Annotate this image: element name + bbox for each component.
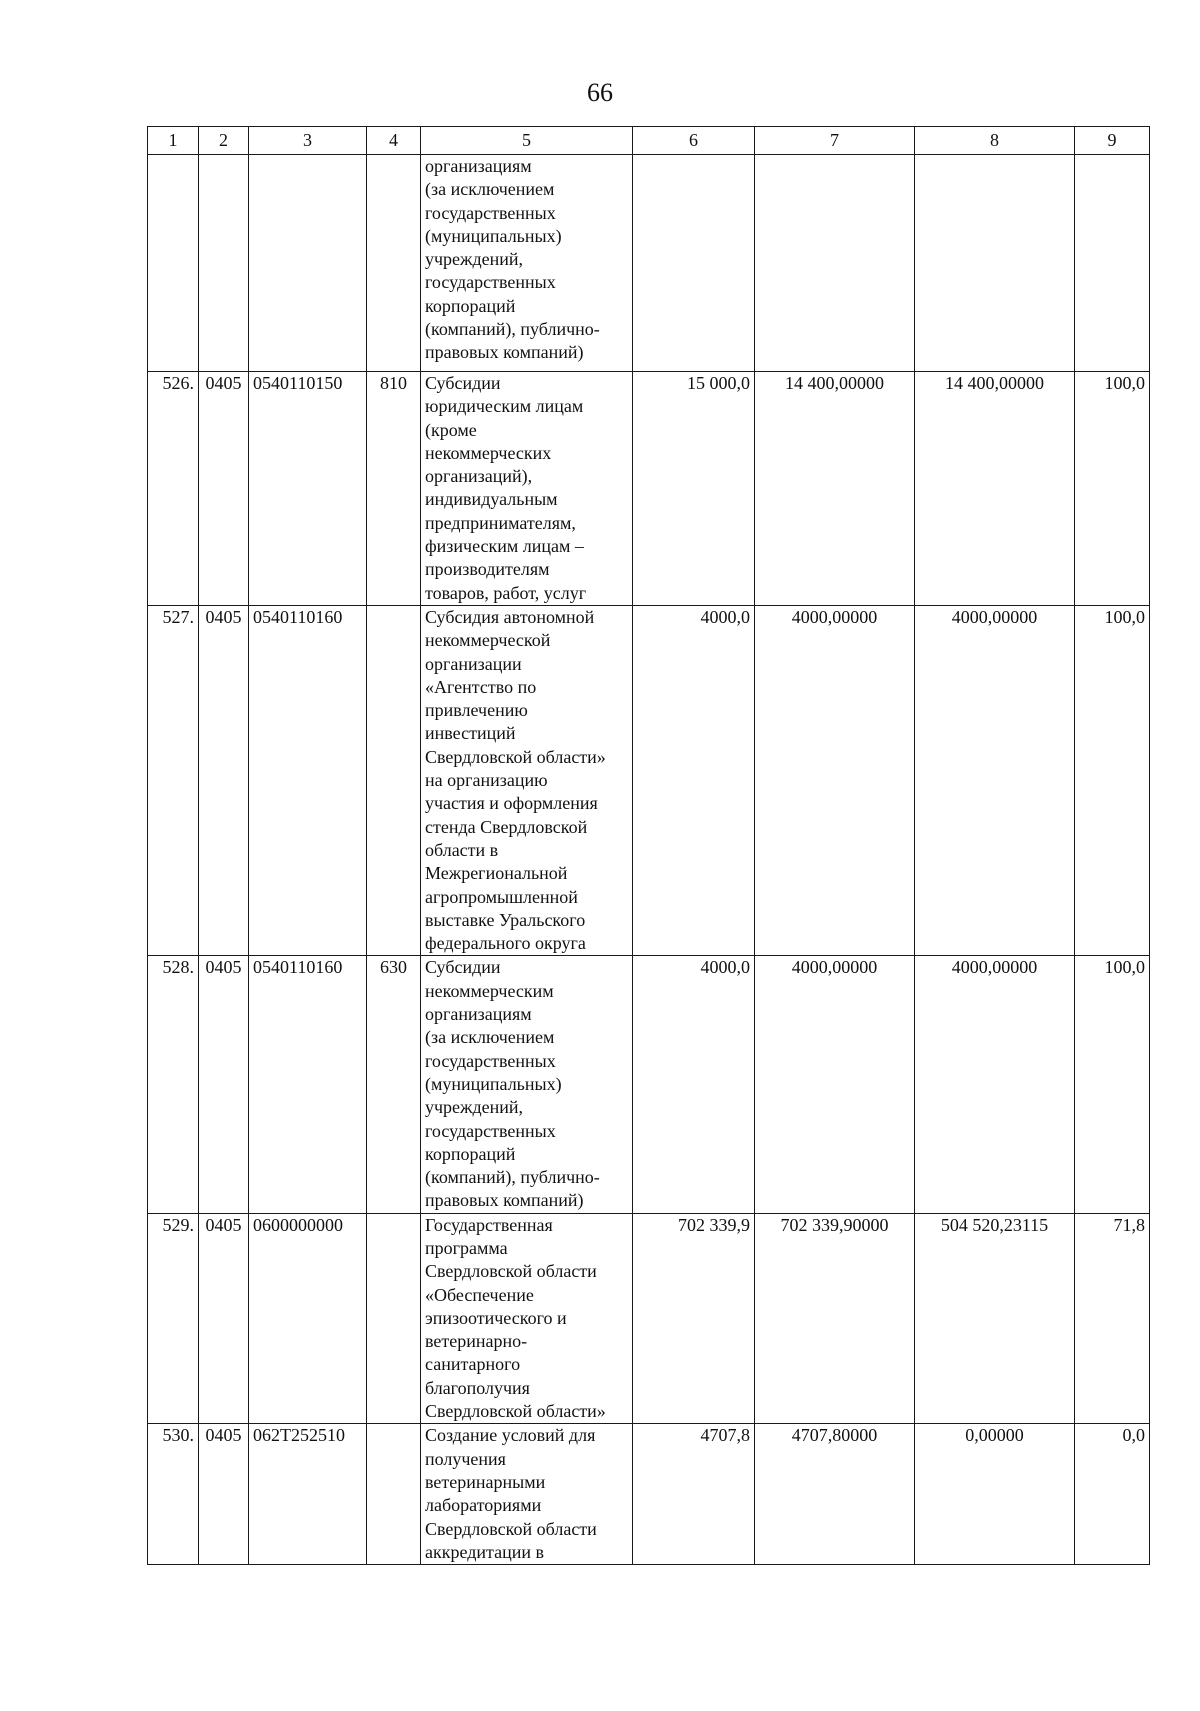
- description-line: выставке Уральского: [425, 909, 586, 930]
- column-header: 8: [915, 127, 1075, 155]
- table-row: [148, 155, 1150, 372]
- section-code: 0405: [199, 1424, 249, 1565]
- description-line: агропромышленной: [425, 886, 578, 907]
- description-line: Государственная: [425, 1214, 553, 1235]
- row-description: [421, 956, 633, 1213]
- row-description: [421, 155, 633, 372]
- target-article-code: 0600000000: [249, 1213, 367, 1424]
- executed-amount: 4000,00000: [915, 956, 1075, 1213]
- description-line: некоммерческим: [425, 980, 554, 1001]
- description-line: ветеринарно-: [425, 1331, 528, 1352]
- revised-amount: 4707,80000: [755, 1424, 915, 1565]
- description-line: участия и оформления: [425, 793, 598, 814]
- column-header: 4: [367, 127, 421, 155]
- description-line: получения: [425, 1448, 506, 1469]
- description-line: «Агентство по: [425, 676, 537, 697]
- description-line: Свердловской области»: [425, 746, 606, 767]
- execution-percent: 100,0: [1075, 372, 1150, 606]
- execution-percent: 71,8: [1075, 1213, 1150, 1424]
- description-line: государственных: [425, 272, 556, 293]
- expense-type-code: [367, 155, 421, 372]
- description-line: на организацию: [425, 770, 548, 791]
- executed-amount: 0,00000: [915, 1424, 1075, 1565]
- description-line: физическим лицам –: [425, 536, 584, 557]
- expense-type-code: 810: [367, 372, 421, 606]
- row-number: 529.: [148, 1213, 199, 1424]
- description-line: некоммерческой: [425, 630, 551, 651]
- description-line: привлечению: [425, 700, 528, 721]
- planned-amount: 4707,8: [633, 1424, 755, 1565]
- row-description: [421, 1213, 633, 1424]
- revised-amount: 4000,00000: [755, 605, 915, 955]
- description-line: корпораций: [425, 295, 516, 316]
- column-header: 7: [755, 127, 915, 155]
- description-line: товаров, работ, услуг: [425, 582, 587, 603]
- revised-amount: [755, 155, 915, 372]
- description-line: организации: [425, 653, 522, 674]
- description-line: государственных: [425, 1050, 556, 1071]
- description-line: учреждений,: [425, 249, 524, 270]
- description-line: предпринимателям,: [425, 512, 576, 533]
- planned-amount: 15 000,0: [633, 372, 755, 606]
- header-row: [148, 127, 1150, 155]
- description-line: (кроме: [425, 419, 477, 440]
- description-line: (за исключением: [425, 1027, 555, 1048]
- description-line: Субсидии: [425, 373, 501, 393]
- execution-percent: 100,0: [1075, 605, 1150, 955]
- description-line: учреждений,: [425, 1097, 524, 1118]
- execution-percent: 100,0: [1075, 956, 1150, 1213]
- executed-amount: [915, 155, 1075, 372]
- description-line: Субсидии: [425, 957, 501, 978]
- table-row: [148, 1213, 1150, 1424]
- revised-amount: 4000,00000: [755, 956, 915, 1213]
- description-line: области в: [425, 839, 499, 860]
- column-header: 5: [421, 127, 633, 155]
- executed-amount: 504 520,23115: [915, 1213, 1075, 1424]
- description-line: Свердловской области»: [425, 1401, 606, 1422]
- description-line: лабораториями: [425, 1495, 542, 1516]
- target-article-code: 0540110160: [249, 956, 367, 1213]
- description-line: стенда Свердловской: [425, 816, 588, 837]
- row-number: 527.: [148, 605, 199, 955]
- row-number: 528.: [148, 956, 199, 1213]
- planned-amount: [633, 155, 755, 372]
- description-line: Свердловской области: [425, 1518, 597, 1539]
- description-line: (муниципальных): [425, 1073, 562, 1094]
- description-line: (компаний), публично-: [425, 1167, 600, 1188]
- table-row: [148, 1424, 1150, 1565]
- row-number: 530.: [148, 1424, 199, 1565]
- execution-percent: [1075, 155, 1150, 372]
- column-header: 2: [199, 127, 249, 155]
- section-code: [199, 155, 249, 372]
- description-line: государственных: [425, 1120, 556, 1141]
- target-article-code: [249, 155, 367, 372]
- description-line: (муниципальных): [425, 225, 562, 246]
- target-article-code: 062Т252510: [249, 1424, 367, 1565]
- description-line: государственных: [425, 202, 556, 223]
- expense-type-code: [367, 1213, 421, 1424]
- revised-amount: 14 400,00000: [755, 372, 915, 606]
- description-line: Свердловской области: [425, 1261, 597, 1282]
- description-line: производителям: [425, 559, 550, 580]
- table-header: [148, 127, 1150, 155]
- section-code: 0405: [199, 372, 249, 606]
- row-description: [421, 605, 633, 955]
- column-header: 6: [633, 127, 755, 155]
- budget-table: [147, 126, 1150, 1565]
- row-number: 526.: [148, 372, 199, 606]
- description-line: Межрегиональной: [425, 863, 568, 884]
- description-line: корпораций: [425, 1143, 516, 1164]
- description-line: ветеринарными: [425, 1471, 546, 1492]
- target-article-code: 0540110150: [249, 372, 367, 606]
- expense-type-code: [367, 605, 421, 955]
- execution-percent: 0,0: [1075, 1424, 1150, 1565]
- description-line: федерального округа: [425, 933, 586, 954]
- executed-amount: 14 400,00000: [915, 372, 1075, 606]
- planned-amount: 4000,0: [633, 956, 755, 1213]
- planned-amount: 4000,0: [633, 605, 755, 955]
- target-article-code: 0540110160: [249, 605, 367, 955]
- description-line: правовых компаний): [425, 342, 584, 363]
- page-number: 66: [587, 78, 613, 107]
- expense-type-code: [367, 1424, 421, 1565]
- revised-amount: 702 339,90000: [755, 1213, 915, 1424]
- description-line: программа: [425, 1237, 508, 1258]
- description-line: санитарного: [425, 1354, 521, 1375]
- description-line: эпизоотического и: [425, 1307, 567, 1328]
- description-line: организациям: [425, 1004, 532, 1025]
- section-code: 0405: [199, 1213, 249, 1424]
- description-line: организаций),: [425, 466, 533, 487]
- expense-type-code: 630: [367, 956, 421, 1213]
- section-code: 0405: [199, 605, 249, 955]
- table-row: [148, 605, 1150, 955]
- table-row: [148, 956, 1150, 1213]
- description-line: (за исключением: [425, 179, 555, 200]
- description-line: (компаний), публично-: [425, 319, 600, 340]
- description-line: индивидуальным: [425, 489, 558, 510]
- row-description: [421, 1424, 633, 1565]
- table-row: [148, 372, 1150, 606]
- description-line: аккредитации в: [425, 1541, 544, 1562]
- description-line: юридическим лицам: [425, 396, 584, 417]
- planned-amount: 702 339,9: [633, 1213, 755, 1424]
- description-line: благополучия: [425, 1377, 530, 1398]
- executed-amount: 4000,00000: [915, 605, 1075, 955]
- description-line: организациям: [425, 156, 532, 176]
- description-line: Создание условий для: [425, 1425, 596, 1446]
- column-header: 1: [148, 127, 199, 155]
- description-line: правовых компаний): [425, 1190, 584, 1211]
- column-header: 3: [249, 127, 367, 155]
- column-header: 9: [1075, 127, 1150, 155]
- description-line: некоммерческих: [425, 442, 552, 463]
- table-body: [148, 155, 1150, 1565]
- description-line: инвестиций: [425, 723, 516, 744]
- row-description: [421, 372, 633, 606]
- row-number: [148, 155, 199, 372]
- description-line: «Обеспечение: [425, 1284, 534, 1305]
- description-line: Субсидия автономной: [425, 606, 595, 627]
- section-code: 0405: [199, 956, 249, 1213]
